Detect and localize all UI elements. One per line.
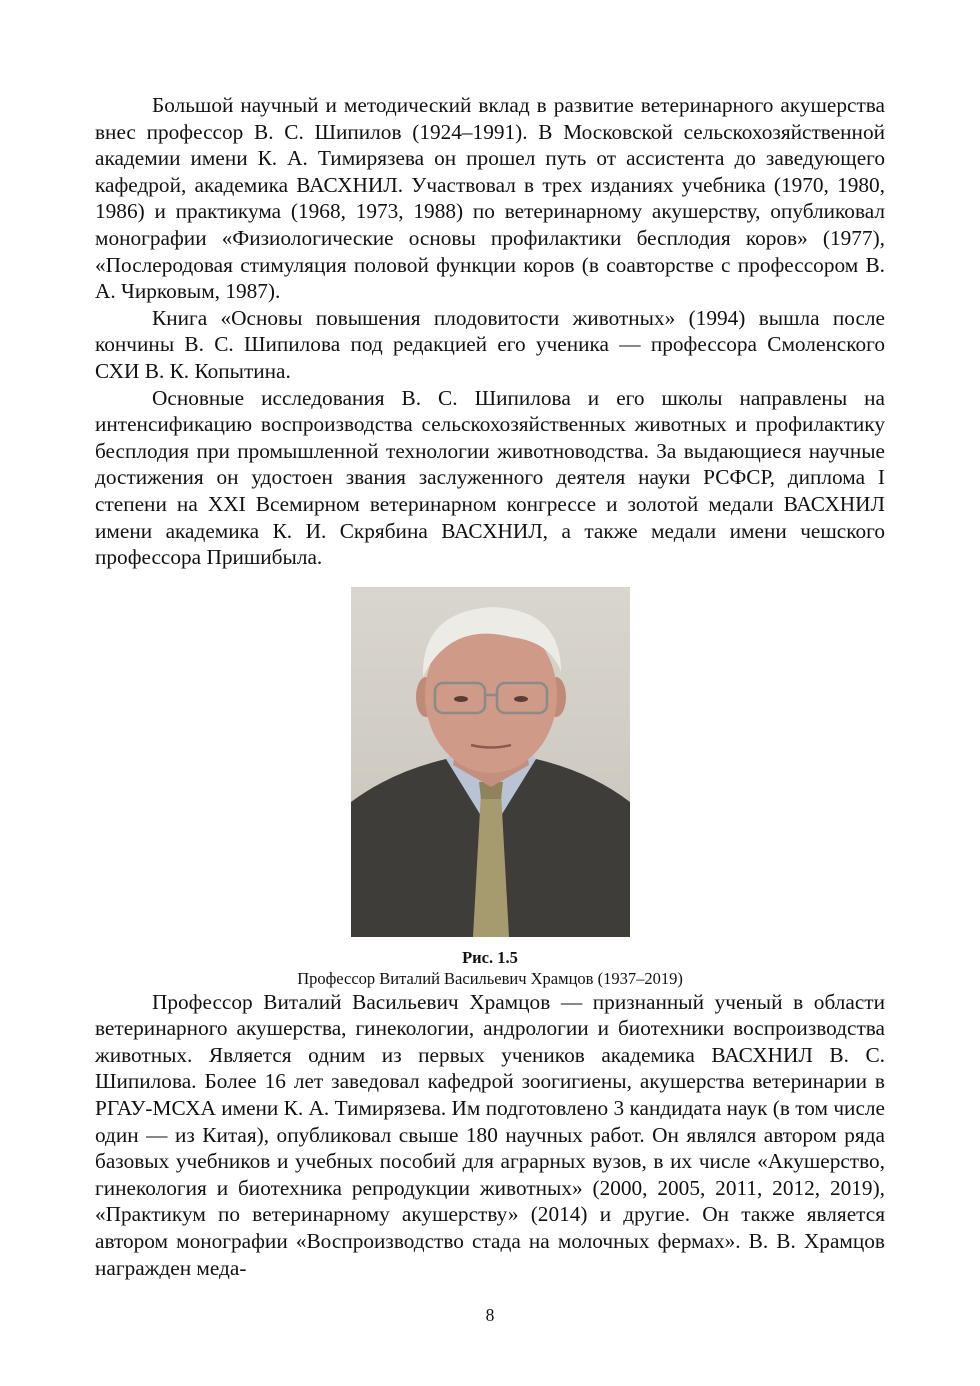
paragraph-shipilov: Большой научный и методический вклад в развитие ветеринарного акушерства внес профессор В. С. Шипилов (1924–1991). В Московской сельскохозяйственной академии имени К. А. Тимирязева он прошел путь от ассистента до заведующего кафедрой, академика ВАСХНИЛ. Участвовал в трех изданиях учебника (1970, 1980, 1986) и практикума (1968, 1973, 1988) по ветеринарному акушерству, опубликовал монографии «Физиологические основы профилактики бесплодия коров» (1977), «Послеродовая стимуляция половой функции коров (в соавторстве с профессором В. А. Чирковым, 1987). [95, 93, 885, 304]
figure [95, 587, 885, 989]
figure-number: Рис. 1.5 [462, 947, 518, 967]
paragraph-khramtsov: Профессор Виталий Васильевич Храмцов — признанный ученый в области ветеринарного акушерства, гинекологии, андрологии и биотехники воспроизводства животных. Является одним из первых учеников академика ВАСХНИЛ В. С. Шипилова. Более 16 лет заведовал кафедрой зоогигиены, акушерства ветеринарии в РГАУ-МСХА имени К. А. Тимирязева. Им подготовлено 3 кандидата наук (в том числе один — из Китая), опубликовал свыше 180 научных работ. Он являлся автором ряда базовых учебников и учебных пособий для аграрных вузов, в их числе «Акушерство, гинекология и биотехника репродукции животных» (2000, 2005, 2011, 2012, 2019), «Практикум по ветеринарному акушерству» (2014) и другие. Он также является автором монографии «Воспроизводство стада на молочных фермах». В. В. Храмцов награжден меда- [95, 989, 885, 1280]
page-body [95, 92, 885, 1281]
portrait-photo [351, 587, 630, 937]
paragraph-book: Книга «Основы повышения плодовитости животных» (1994) вышла после кончины В. С. Шипилова под редакцией его ученика — профессора Смоленского СХИ В. К. Копытина. [95, 305, 885, 383]
page-number: 8 [485, 1305, 495, 1325]
figure-caption: Профессор Виталий Васильевич Храмцов (1937–2019) [297, 968, 683, 988]
portrait-illustration [351, 587, 630, 937]
paragraph-research: Основные исследования В. С. Шипилова и его школы направлены на интенсификацию воспроизводства сельскохозяйственных животных и профилактику бесплодия при промышленной технологии животноводства. За выдающиеся научные достижения он удостоен звания заслуженного деятеля науки РСФСР, диплома I степени на XXI Всемирном ветеринарном конгрессе и золотой медали ВАСХНИЛ имени академика К. И. Скрябина ВАСХНИЛ, а также медали имени чешского профессора Пришибыла. [95, 385, 885, 570]
